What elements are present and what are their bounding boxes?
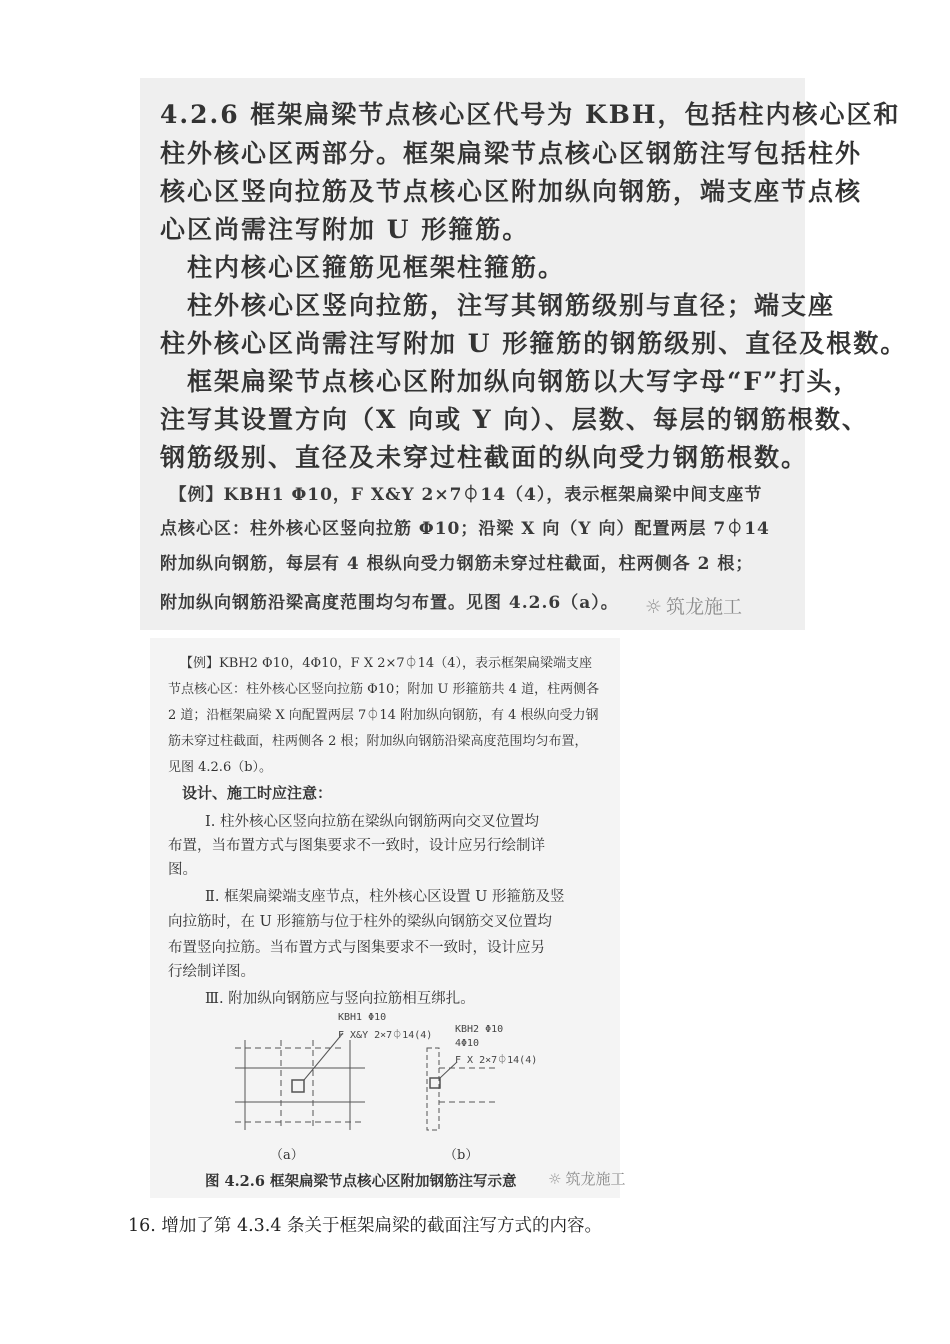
- example-line: 【例】KBH1 Φ10，F X&Y 2×7⏀14（4），表示框架扁梁中间支座节: [160, 485, 763, 505]
- figure-b-label: KBH2 Φ10: [455, 1024, 504, 1035]
- wechat-icon: ☼: [548, 1170, 562, 1188]
- note-line: Ⅱ. 框架扁梁端支座节点，柱外核心区设置 U 形箍筋及竖: [205, 889, 565, 905]
- body-line: 柱外核心区尚需注写附加 U 形箍筋的钢筋级别、直径及根数。: [160, 329, 908, 358]
- body-line: 柱外核心区竖向拉筋，注写其钢筋级别与直径；端支座: [160, 291, 836, 320]
- footer-text: 16. 增加了第 4.3.4 条关于框架扁梁的截面注写方式的内容。: [128, 1216, 603, 1236]
- body-line: 注写其设置方向（X 向或 Y 向）、层数、每层的钢筋根数、: [160, 405, 869, 434]
- note-line: 布置，当布置方式与图集要求不一致时，设计应另行绘制详: [168, 838, 545, 854]
- example-line: 筋未穿过柱截面，柱两侧各 2 根；附加纵向钢筋沿梁高度范围均匀布置，: [168, 734, 588, 749]
- note-line: 布置竖向拉筋。当布置方式与图集要求不一致时，设计应另: [168, 940, 545, 956]
- body-line: 核心区竖向拉筋及节点核心区附加纵向钢筋，端支座节点核: [160, 177, 863, 206]
- note-line: Ⅲ. 附加纵向钢筋应与竖向拉筋相互绑扎。: [205, 991, 475, 1007]
- watermark: ☼ 筑龙施工: [645, 596, 743, 618]
- note-line: 图。: [168, 862, 197, 878]
- wechat-icon: ☼: [645, 596, 663, 618]
- body-line: 钢筋级别、直径及未穿过柱截面的纵向受力钢筋根数。: [160, 443, 809, 472]
- example-line: 节点核心区：柱外核心区竖向拉筋 Φ10；附加 U 形箍筋共 4 道，柱两侧各: [168, 682, 600, 697]
- watermark: ☼ 筑龙施工: [548, 1170, 626, 1188]
- figure-b-sublabel: （b）: [444, 1148, 479, 1163]
- example-line: 点核心区：柱外核心区竖向拉筋 Φ10；沿梁 X 向（Y 向）配置两层 7⏀14: [160, 519, 770, 539]
- note-line: Ⅰ. 柱外核心区竖向拉筋在梁纵向钢筋两向交叉位置均: [205, 814, 539, 830]
- body-line: 柱内核心区箍筋见框架柱箍筋。: [160, 253, 566, 282]
- figure-a-label: KBH1 Φ10: [338, 1012, 387, 1023]
- figure-b-label: F X 2×7⏀14(4): [455, 1055, 538, 1066]
- body-line: 柱外核心区两部分。框架扁梁节点核心区钢筋注写包括柱外: [160, 139, 863, 168]
- figure-b-label: 4Φ10: [455, 1038, 480, 1049]
- example-line: 见图 4.2.6（b）。: [168, 760, 273, 775]
- note-line: 行绘制详图。: [168, 964, 255, 980]
- body-line: 心区尚需注写附加 U 形箍筋。: [160, 215, 530, 244]
- figure-a-sublabel: （a）: [270, 1148, 304, 1163]
- example-line: 【例】KBH2 Φ10，4Φ10，F X 2×7⏀14（4），表示框架扁梁端支座: [180, 656, 592, 671]
- figure-caption: 图 4.2.6 框架扁梁节点核心区附加钢筋注写示意: [205, 1173, 517, 1190]
- note-heading: 设计、施工时应注意：: [182, 784, 333, 802]
- note-line: 向拉筋时，在 U 形箍筋与位于柱外的梁纵向钢筋交叉位置均: [168, 914, 552, 930]
- figure-diagram: [225, 1030, 525, 1140]
- example-line: 2 道；沿框架扁梁 X 向配置两层 7⏀14 附加纵向钢筋，有 4 根纵向受力钢: [168, 708, 599, 723]
- body-line: 4.2.6 框架扁梁节点核心区代号为 KBH，包括柱内核心区和: [160, 100, 901, 129]
- figure-a-label: F X&Y 2×7⏀14(4): [338, 1030, 433, 1041]
- body-line: 框架扁梁节点核心区附加纵向钢筋以大写字母“F”打头，: [160, 367, 861, 396]
- example-line: 附加纵向钢筋沿梁高度范围均匀布置。见图 4.2.6（a）。: [160, 593, 619, 613]
- example-line: 附加纵向钢筋，每层有 4 根纵向受力钢筋未穿过柱截面，柱两侧各 2 根；: [160, 554, 754, 574]
